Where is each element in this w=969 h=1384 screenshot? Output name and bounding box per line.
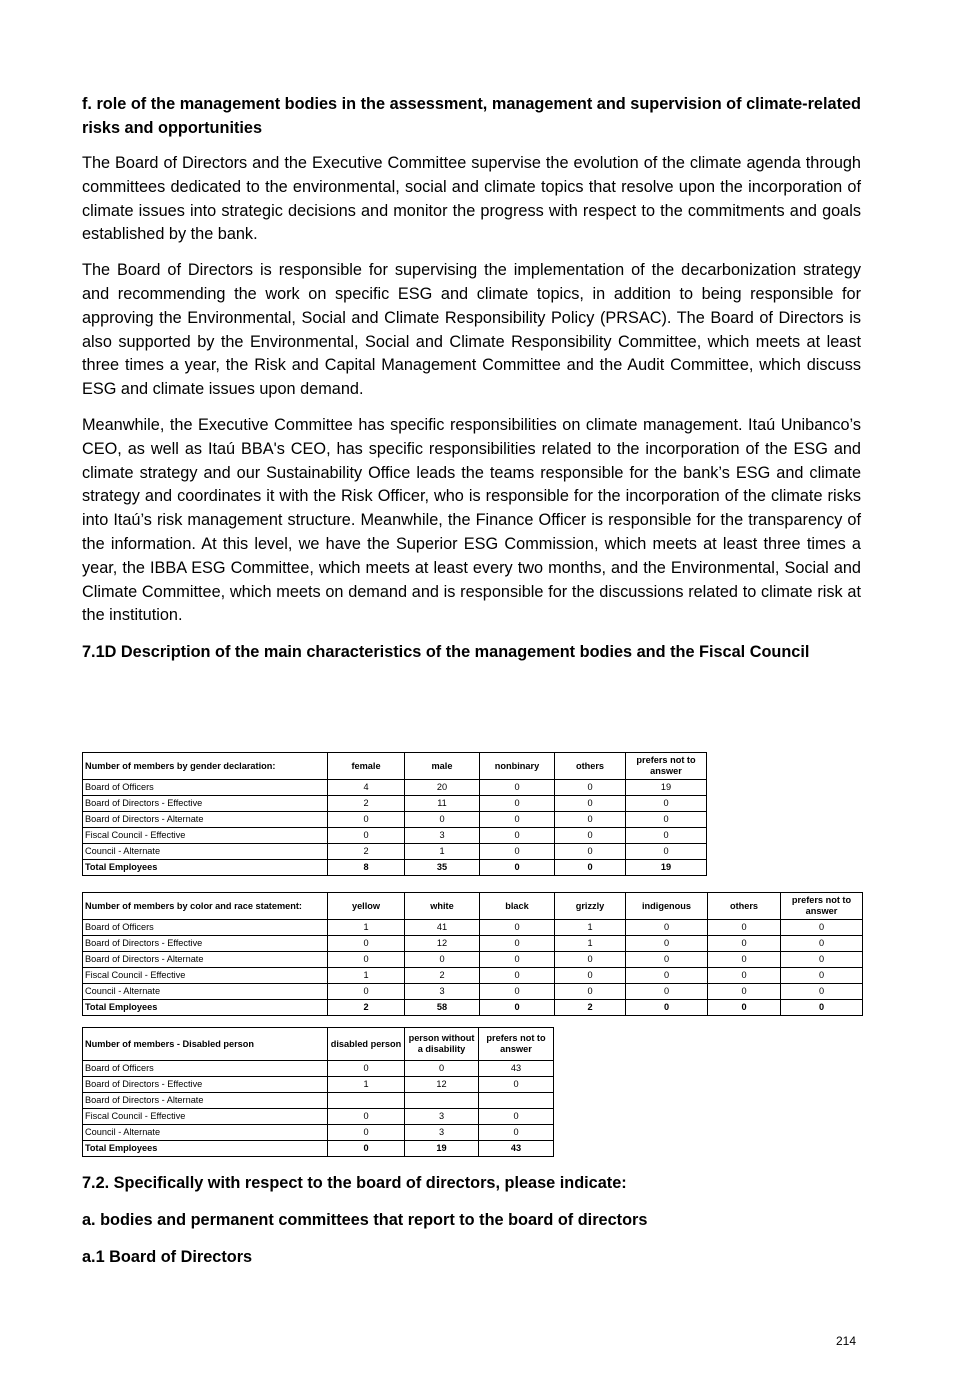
table-cell: 0 [781, 984, 863, 1000]
table-cell: 0 [480, 844, 555, 860]
section-72-sub-a1: a.1 Board of Directors [82, 1248, 253, 1266]
page-number: 214 [836, 1334, 857, 1348]
table-cell: 0 [626, 920, 708, 936]
table-header-cell: prefers not to answer [626, 753, 707, 780]
table-row [83, 984, 863, 1000]
table-header-cell: nonbinary [480, 753, 555, 780]
table-cell: 35 [405, 860, 480, 876]
section-f-heading: f. role of the management bodies in the assessment, management and supervision of climate-related risks and opportunities [82, 95, 861, 137]
page-body [82, 92, 861, 664]
table-cell: 0 [626, 1000, 708, 1016]
table-cell: 0 [555, 844, 626, 860]
table-cell: 12 [405, 936, 480, 952]
table-cell: 0 [328, 984, 405, 1000]
table-cell: 43 [479, 1141, 554, 1157]
table-cell: 0 [626, 796, 707, 812]
table-row [83, 1141, 554, 1157]
table-header-cell: grizzly [555, 893, 626, 920]
table-cell: 0 [626, 812, 707, 828]
table-cell: 2 [328, 796, 405, 812]
table-cell: 0 [626, 936, 708, 952]
table-cell: 0 [555, 828, 626, 844]
table-cell: 1 [555, 920, 626, 936]
table-header-cell: male [405, 753, 480, 780]
row-label-cell: Board of Officers [83, 1061, 328, 1077]
table-cell: 0 [479, 1077, 554, 1093]
table-cell: 0 [328, 936, 405, 952]
table-cell: 0 [626, 984, 708, 1000]
table-cell: 0 [555, 952, 626, 968]
table-cell: 41 [405, 920, 480, 936]
row-label-cell: Total Employees [83, 1141, 328, 1157]
table-cell: 0 [480, 796, 555, 812]
table-cell: 0 [480, 984, 555, 1000]
table-cell: 11 [405, 796, 480, 812]
table-row [83, 796, 707, 812]
table-cell: 0 [328, 1109, 405, 1125]
table-cell: 0 [328, 1141, 405, 1157]
table-header-cell: indigenous [626, 893, 708, 920]
table-cell: 19 [405, 1141, 479, 1157]
table-cell: 0 [708, 920, 781, 936]
table-header-cell: female [328, 753, 405, 780]
table-cell: 0 [480, 1000, 555, 1016]
table-cell: 0 [555, 780, 626, 796]
table-cell: 0 [328, 952, 405, 968]
table-cell [328, 1093, 405, 1109]
table-cell: 12 [405, 1077, 479, 1093]
table-header-cell: disabled person [328, 1028, 405, 1061]
row-label-cell: Fiscal Council - Effective [83, 828, 328, 844]
table-header-cell: white [405, 893, 480, 920]
table-cell: 0 [781, 952, 863, 968]
table-cell: 0 [555, 984, 626, 1000]
table-cell: 0 [708, 952, 781, 968]
table-cell: 0 [781, 920, 863, 936]
table-row [83, 1093, 554, 1109]
table-cell: 0 [480, 812, 555, 828]
table-cell: 1 [555, 936, 626, 952]
table-row [83, 1125, 554, 1141]
section-f-paragraph-1: The Board of Directors and the Executive Committee supervise the evolution of the climate agenda through committees dedicated to the environmental, social and climate topics that resolve upon the incorporation of climate issues into strategic decisions and monitor the progress with respect to the commitments and goals established by the bank. [82, 154, 861, 244]
table-cell [479, 1093, 554, 1109]
table-row [83, 936, 863, 952]
row-label-cell: Board of Officers [83, 920, 328, 936]
race-table [82, 892, 863, 1016]
table-cell: 1 [328, 968, 405, 984]
row-label-cell: Board of Directors - Alternate [83, 1093, 328, 1109]
table-header-row [83, 753, 707, 780]
table-cell: 0 [405, 952, 480, 968]
table-header-row [83, 893, 863, 920]
section-f-paragraph-2: The Board of Directors is responsible for supervising the implementation of the decarbonization strategy and recommending the work on specific ESG and climate topics, in addition to being responsible for approving the Environmental, Social and Climate Responsibility Policy (PRSAC). The Board of Directors is also supported by the Environmental, Social and Climate Responsibility Committee, which meets at least three times a year, the Risk and Capital Management Committee and the Audit Committee, which discuss ESG and climate issues upon demand. [82, 261, 861, 399]
table-row [83, 968, 863, 984]
row-label-cell: Board of Officers [83, 780, 328, 796]
row-label-cell: Council - Alternate [83, 1125, 328, 1141]
table-cell: 1 [328, 1077, 405, 1093]
table-cell: 2 [328, 1000, 405, 1016]
table-cell: 0 [405, 812, 480, 828]
table-cell: 0 [480, 936, 555, 952]
table-header-cell: Number of members - Disabled person [83, 1028, 328, 1061]
race-table-body [83, 920, 863, 1016]
table-cell: 0 [626, 844, 707, 860]
table-cell: 0 [480, 828, 555, 844]
table-cell: 0 [405, 1061, 479, 1077]
table-cell: 2 [555, 1000, 626, 1016]
table-cell [405, 1093, 479, 1109]
table-cell: 8 [328, 860, 405, 876]
table-row [83, 1061, 554, 1077]
section-72 [82, 1171, 861, 1269]
row-label-cell: Board of Directors - Effective [83, 936, 328, 952]
row-label-cell: Council - Alternate [83, 844, 328, 860]
table-cell: 0 [328, 828, 405, 844]
table-cell: 0 [480, 780, 555, 796]
table-cell: 1 [328, 920, 405, 936]
table-row [83, 1077, 554, 1093]
table-cell: 0 [480, 968, 555, 984]
table-row [83, 860, 707, 876]
section-72-sub-a: a. bodies and permanent committees that report to the board of directors [82, 1211, 648, 1229]
table-cell: 3 [405, 1109, 479, 1125]
table-cell: 0 [480, 920, 555, 936]
table-header-cell: prefers not to answer [479, 1028, 554, 1061]
row-label-cell: Fiscal Council - Effective [83, 968, 328, 984]
race-table-wrap [82, 892, 863, 1016]
table-cell: 0 [708, 936, 781, 952]
table-cell: 19 [626, 860, 707, 876]
table-cell: 0 [480, 952, 555, 968]
table-cell: 0 [555, 968, 626, 984]
table-row [83, 1000, 863, 1016]
gender-table-wrap [82, 752, 707, 876]
table-header-cell: person without a disability [405, 1028, 479, 1061]
table-cell: 0 [555, 796, 626, 812]
table-row [83, 952, 863, 968]
table-cell: 0 [781, 936, 863, 952]
row-label-cell: Total Employees [83, 860, 328, 876]
table-cell: 19 [626, 780, 707, 796]
table-cell: 0 [480, 860, 555, 876]
table-cell: 0 [328, 812, 405, 828]
table-header-cell: black [480, 893, 555, 920]
table-row [83, 828, 707, 844]
table-cell: 0 [781, 1000, 863, 1016]
table-cell: 3 [405, 984, 480, 1000]
row-label-cell: Fiscal Council - Effective [83, 1109, 328, 1125]
table-cell: 2 [405, 968, 480, 984]
disabled-table-body [83, 1061, 554, 1157]
row-label-cell: Board of Directors - Alternate [83, 812, 328, 828]
row-label-cell: Board of Directors - Effective [83, 1077, 328, 1093]
table-header-cell: prefers not to answer [781, 893, 863, 920]
table-header-row [83, 1028, 554, 1061]
table-cell: 0 [555, 812, 626, 828]
table-cell: 2 [328, 844, 405, 860]
table-row [83, 812, 707, 828]
table-cell: 0 [626, 968, 708, 984]
table-cell: 3 [405, 1125, 479, 1141]
table-cell: 58 [405, 1000, 480, 1016]
table-cell: 0 [626, 828, 707, 844]
table-cell: 0 [626, 952, 708, 968]
disabled-table [82, 1027, 554, 1157]
table-row [83, 780, 707, 796]
table-cell: 0 [781, 968, 863, 984]
table-header-cell: yellow [328, 893, 405, 920]
section-71d-heading: 7.1D Description of the main characteristics of the management bodies and the Fiscal Council [82, 643, 810, 662]
table-cell: 20 [405, 780, 480, 796]
table-header-cell: Number of members by color and race statement: [83, 893, 328, 920]
table-cell: 4 [328, 780, 405, 796]
section-f-paragraph-3: Meanwhile, the Executive Committee has specific responsibilities on climate management. Itaú Unibanco’s CEO, as well as Itaú BBA's CEO, has specific responsibilities related to the incorporation of the ESG and climate strategy and our Sustainability Office leads the teams responsible for the bank’s ESG and climate strategy and coordinates it with the Risk Officer, who is responsible for the incorporation of the climate risks into Itaú’s risk management structure. Meanwhile, the Finance Officer is responsible for the transparency of the information. At this level, we have the Superior ESG Commission, which meets at least three times a year, the IBBA ESG Committee, which meets at least every two months, and the Environmental, Social and Climate Committee, which meets on demand and is responsible for the discussions related to climate risk at the institution. [82, 415, 861, 625]
table-cell: 0 [479, 1125, 554, 1141]
table-cell: 43 [479, 1061, 554, 1077]
table-cell: 0 [555, 860, 626, 876]
table-header-cell: others [555, 753, 626, 780]
table-cell: 1 [405, 844, 480, 860]
table-header-cell: others [708, 893, 781, 920]
row-label-cell: Total Employees [83, 1000, 328, 1016]
section-72-heading: 7.2. Specifically with respect to the board of directors, please indicate: [82, 1174, 627, 1192]
table-row [83, 1109, 554, 1125]
table-cell: 3 [405, 828, 480, 844]
table-cell: 0 [708, 968, 781, 984]
table-header-cell: Number of members by gender declaration: [83, 753, 328, 780]
table-row [83, 844, 707, 860]
table-cell: 0 [479, 1109, 554, 1125]
table-row [83, 920, 863, 936]
row-label-cell: Council - Alternate [83, 984, 328, 1000]
table-cell: 0 [328, 1061, 405, 1077]
table-cell: 0 [328, 1125, 405, 1141]
disabled-table-wrap [82, 1027, 554, 1157]
row-label-cell: Board of Directors - Alternate [83, 952, 328, 968]
row-label-cell: Board of Directors - Effective [83, 796, 328, 812]
gender-table-body [83, 780, 707, 876]
table-cell: 0 [708, 984, 781, 1000]
gender-table [82, 752, 707, 876]
table-cell: 0 [708, 1000, 781, 1016]
